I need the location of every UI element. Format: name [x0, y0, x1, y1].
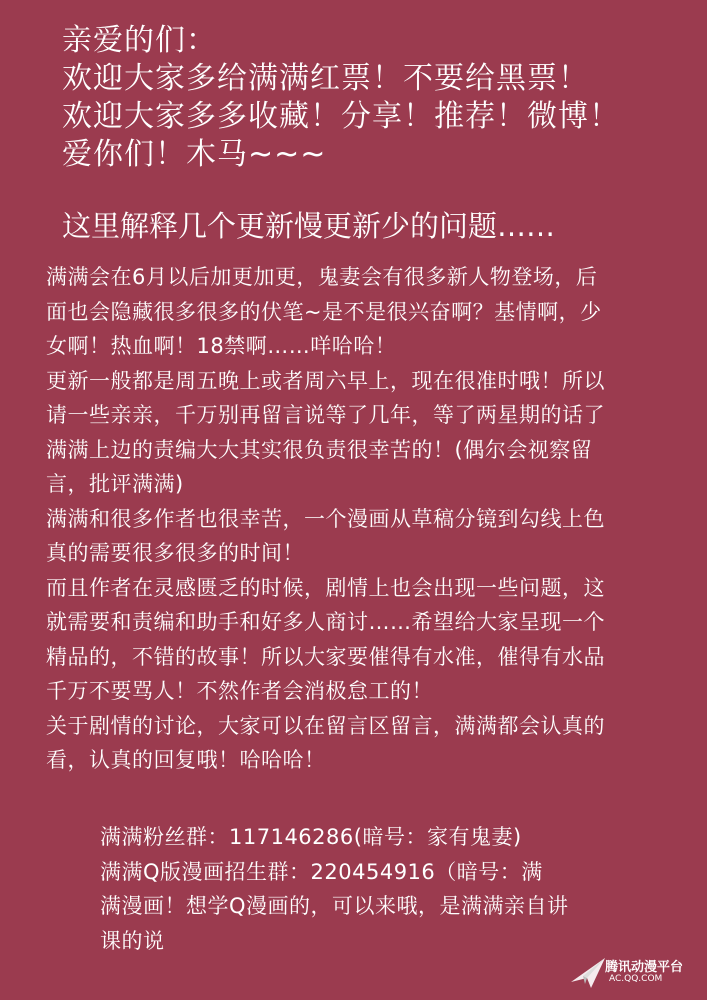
body-line: 满满和很多作者也很幸苦，一个漫画从草稿分镜到勾线上色: [46, 506, 605, 531]
body-line: 就需要和责编和助手和好多人商讨……希望给大家呈现一个: [46, 610, 605, 634]
body-line: 更新一般都是周五晚上或者周六早上，现在很准时哦！所以: [46, 368, 605, 393]
body-line: 满满会在6月以后加更加更，鬼妻会有很多新人物登场，后: [46, 265, 598, 289]
body-line: 言，批评满满): [46, 472, 184, 496]
body-line: 而且作者在灵感匮乏的时候，剧情上也会出现一些问题，这: [46, 575, 605, 600]
watermark-title: 腾讯动漫平台: [605, 960, 684, 975]
body-line: 精品的，不错的故事！所以大家要催得有水准，催得有水品: [46, 644, 605, 669]
greeting-line: 欢迎大家多多收藏！分享！推荐！微博！: [62, 99, 620, 134]
tencent-comic-watermark: [569, 952, 699, 992]
greeting-line: 爱你们！木马~~~: [62, 137, 327, 172]
group-line: 满满粉丝群：117146286(暗号：家有鬼妻): [100, 825, 522, 849]
section-heading: 这里解释几个更新慢更新少的问题……: [62, 209, 556, 243]
watermark-url: AC.QQ.COM: [609, 974, 663, 984]
body-line: 面也会隐藏很多很多的伏笔~是不是很兴奋啊？基情啊，少: [46, 299, 602, 324]
body-line: 请一些亲亲，千万别再留言说等了几年，等了两星期的话了: [46, 403, 605, 427]
paper-plane-icon: [569, 952, 609, 992]
body-text-block: [46, 260, 676, 778]
body-line: 千万不要骂人！不然作者会消极怠工的！: [46, 679, 433, 703]
body-line: 女啊！热血啊！18禁啊……咩哈哈！: [46, 334, 397, 358]
group-line: 满漫画！想学Q漫画的，可以来哦，是满满亲自讲: [100, 894, 569, 918]
greeting-line: 欢迎大家多给满满红票！不要给黑票！: [62, 61, 589, 96]
greeting-block: [62, 22, 682, 174]
body-line: 关于剧情的讨论，大家可以在留言区留言，满满都会认真的: [46, 713, 605, 738]
body-line: 满满上边的责编大大其实很负责很幸苦的！(偶尔会视察留: [46, 437, 593, 462]
body-line: 看，认真的回复哦！哈哈哈！: [46, 748, 326, 772]
fan-groups-block: [100, 820, 680, 958]
body-line: 真的需要很多很多的时间！: [46, 541, 304, 565]
group-line: 课的说: [100, 928, 165, 953]
greeting-line: 亲爱的们：: [62, 23, 217, 58]
group-line: 满满Q版漫画招生群：220454916（暗号：满: [100, 859, 543, 884]
